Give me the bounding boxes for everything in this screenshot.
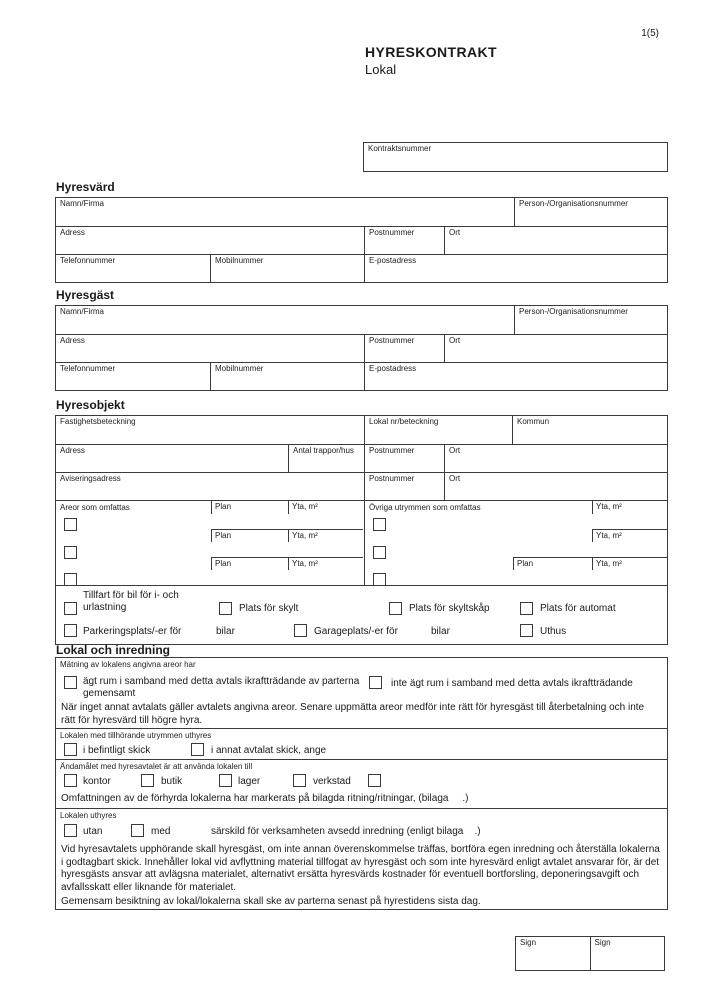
checkbox-workshop[interactable] [293, 774, 306, 787]
vending-option-label: Plats för automat [540, 603, 616, 614]
invoice-city-label: Ort [449, 474, 461, 483]
area-label: Yta, m² [292, 559, 318, 568]
tenant-postal-field[interactable] [364, 335, 444, 362]
checkbox-vending-machine[interactable] [520, 602, 533, 615]
tenant-row-2 [56, 334, 667, 362]
measurement-label: Mätning av lokalens angivna areor har [60, 660, 196, 669]
landlord-phone-label: Telefonnummer [60, 256, 116, 265]
signature-right-label: Sign [594, 938, 611, 947]
page-number: 1(5) [641, 28, 659, 39]
other-spaces-half [364, 501, 667, 585]
furnishing-label: Lokalen uthyres [60, 811, 117, 820]
sign-cabinet-option-label: Plats för skyltskåp [409, 603, 490, 614]
without-option-label: utan [83, 826, 103, 837]
landlord-city-label: Ort [449, 228, 461, 237]
checkbox-other-condition[interactable] [191, 743, 204, 756]
checkbox-not-measured[interactable] [369, 676, 382, 689]
other-condition-option-label: i annat avtalat skick, ange [211, 745, 327, 756]
signature-field-left[interactable] [516, 937, 590, 970]
signature-box [515, 936, 665, 971]
tenant-phone-field[interactable] [56, 363, 210, 390]
inspection-note: Gemensam besiktning av lokal/lokalerna skall ske av parterna senast på hyrestidens sista dag. [61, 896, 481, 907]
plan-label: Plan [517, 559, 534, 568]
tenant-name-field[interactable] [56, 306, 514, 334]
landlord-email-field[interactable] [364, 255, 667, 282]
areas-block [56, 500, 667, 585]
tenant-orgnr-field[interactable] [514, 306, 667, 334]
areas-included-label: Areor som omfattas [60, 503, 130, 512]
access-options-row [56, 585, 667, 619]
purpose-note: Omfattningen av de förhyrda lokalerna har markerats på bilagda ritning/ritningar, (bilaga .) [61, 793, 469, 804]
area-plan-field-1[interactable] [211, 501, 288, 514]
shop-option-label: butik [161, 776, 183, 787]
tenant-city-field[interactable] [444, 335, 667, 362]
premises-city-label: Ort [449, 446, 461, 455]
landlord-row-1 [56, 198, 667, 226]
purpose-label: Ändamålet med hyresavtalet är att använda lokalen till [60, 762, 253, 771]
area-label: Yta, m² [292, 502, 318, 511]
checkbox-area-1[interactable] [64, 518, 77, 531]
signature-field-right[interactable] [590, 937, 665, 970]
premises-address-label: Adress [60, 446, 85, 455]
furnishing-suffix-label: särskild för verksamheten avsedd inredning (enligt bilaga .) [211, 826, 481, 837]
property-designation-label: Fastighetsbeteckning [60, 417, 136, 426]
garage-count-suffix: bilar [431, 626, 450, 637]
checkbox-shed[interactable] [520, 624, 533, 637]
area-size-field-1[interactable] [288, 501, 363, 514]
checkbox-purpose-other[interactable] [368, 774, 381, 787]
area-plan-row-3 [211, 557, 363, 570]
invoice-address-label: Aviseringsadress [60, 474, 121, 483]
area-plan-field-2[interactable] [211, 530, 288, 542]
area-size-field-3[interactable] [288, 558, 363, 570]
other-space-row-2 [592, 529, 667, 542]
landlord-phone-field[interactable] [56, 255, 210, 282]
area-label: Yta, m² [596, 531, 622, 540]
area-label: Yta, m² [596, 502, 622, 511]
other-space-row-1 [592, 501, 667, 514]
checkbox-garage[interactable] [294, 624, 307, 637]
other-space-size-field-3[interactable] [592, 558, 667, 570]
invoice-address-field[interactable] [56, 473, 364, 500]
area-plan-row-1 [211, 501, 363, 514]
interior-box [55, 657, 668, 910]
measurement-note: När inget annat avtalats gäller avtalets angivna areor. Senare uppmätta areor medför inte rätt för hyresgäst till återbetalning och inte rätt för hyresvärd till högre hyra. [61, 702, 645, 726]
landlord-orgnr-label: Person-/Organisationsnummer [519, 199, 628, 208]
premises-city-field[interactable] [444, 445, 667, 472]
checkbox-area-2[interactable] [64, 546, 77, 559]
landlord-postal-field[interactable] [364, 227, 444, 254]
checkbox-warehouse[interactable] [219, 774, 232, 787]
checkbox-sign-space[interactable] [219, 602, 232, 615]
document-title: HYRESKONTRAKT [365, 44, 497, 60]
parking-options-row [56, 619, 667, 644]
parking-count-suffix: bilar [216, 626, 235, 637]
condition-label: Lokalen med tillhörande utrymmen uthyres [60, 731, 212, 740]
property-designation-field[interactable] [56, 416, 364, 444]
checkbox-measured[interactable] [64, 676, 77, 689]
invoice-city-field[interactable] [444, 473, 667, 500]
area-label: Yta, m² [292, 531, 318, 540]
measurement-part [56, 658, 667, 728]
signature-left-label: Sign [520, 938, 537, 947]
restoration-note: Vid hyresavtalets upphörande skall hyresgäst, om inte annan överenskommelse träffas, bortföra egen inredning och återställa lokalerna i godtagbart skick. Innehåller lokal vid avflyttning material tillfogat av hyresgäst och som inte hyresvärd enligt avtalet ansvarar för, är det hyresgästs ansvar att avlägsna materialet, alternativt ersätta hyresvärds kostnader för eventuell bortforsling, deponeringsavgift och avfallsskatt eller liknande för materialet. [61, 844, 660, 893]
purpose-part [56, 759, 667, 808]
landlord-heading: Hyresvärd [56, 180, 115, 194]
premises-row-3 [56, 472, 667, 500]
unit-number-field[interactable] [364, 416, 512, 444]
checkbox-without-furnishing[interactable] [64, 824, 77, 837]
checkbox-other-space-2[interactable] [373, 546, 386, 559]
premises-postal-label: Postnummer [369, 446, 415, 455]
workshop-option-label: verkstad [313, 776, 351, 787]
areas-included-half [56, 501, 364, 585]
floors-field[interactable] [288, 445, 364, 472]
landlord-city-field[interactable] [444, 227, 667, 254]
landlord-mobile-label: Mobilnummer [215, 256, 264, 265]
tenant-orgnr-label: Person-/Organisationsnummer [519, 307, 628, 316]
checkbox-parking[interactable] [64, 624, 77, 637]
landlord-row-3 [56, 254, 667, 282]
access-loading-option-label: Tillfart för bil för i- och urlastning [83, 590, 179, 613]
interior-heading: Lokal och inredning [56, 643, 171, 657]
other-space-size-field-1[interactable] [592, 501, 667, 514]
tenant-row-3 [56, 362, 667, 390]
tenant-row-1 [56, 306, 667, 334]
landlord-table [55, 197, 668, 283]
landlord-postal-label: Postnummer [369, 228, 415, 237]
tenant-city-label: Ort [449, 336, 461, 345]
landlord-orgnr-field[interactable] [514, 198, 667, 226]
other-space-plan-field[interactable] [513, 558, 592, 570]
plan-label: Plan [215, 531, 232, 540]
area-plan-field-3[interactable] [211, 558, 288, 570]
other-space-size-field-2[interactable] [592, 530, 667, 542]
plan-label: Plan [215, 502, 232, 511]
municipality-field[interactable] [512, 416, 667, 444]
area-label: Yta, m² [596, 559, 622, 568]
area-size-field-2[interactable] [288, 530, 363, 542]
tenant-name-label: Namn/Firma [60, 307, 105, 316]
checkbox-sign-cabinet[interactable] [389, 602, 402, 615]
landlord-name-label: Namn/Firma [60, 199, 105, 208]
with-option-label: med [151, 826, 171, 837]
tenant-table [55, 305, 668, 391]
tenant-mobile-field[interactable] [210, 363, 364, 390]
municipality-label: Kommun [517, 417, 550, 426]
document-subtitle: Lokal [365, 62, 397, 77]
document-title-block [365, 44, 497, 77]
landlord-address-label: Adress [60, 228, 85, 237]
premises-heading: Hyresobjekt [56, 398, 125, 412]
condition-part [56, 728, 667, 759]
tenant-address-label: Adress [60, 336, 85, 345]
contract-number-label: Kontraktsnummer [368, 144, 432, 153]
tenant-phone-label: Telefonnummer [60, 364, 116, 373]
tenant-address-field[interactable] [56, 335, 364, 362]
landlord-row-2 [56, 226, 667, 254]
landlord-name-field[interactable] [56, 198, 514, 226]
checkbox-office[interactable] [64, 774, 77, 787]
landlord-email-label: E-postadress [369, 256, 417, 265]
contract-number-field[interactable] [363, 142, 668, 172]
shed-option-label: Uthus [540, 626, 567, 637]
furnishing-part [56, 808, 667, 909]
measured-option-label: ägt rum i samband med detta avtals ikraftträdande av parterna gemensamt [83, 676, 360, 699]
invoice-postal-field[interactable] [364, 473, 444, 500]
tenant-heading: Hyresgäst [56, 288, 115, 302]
tenant-postal-label: Postnummer [369, 336, 415, 345]
checkbox-other-space-1[interactable] [373, 518, 386, 531]
office-option-label: kontor [83, 776, 111, 787]
floors-label: Antal trappor/hus [293, 446, 354, 455]
plan-label: Plan [215, 559, 232, 568]
checkbox-access-loading[interactable] [64, 602, 77, 615]
sign-space-option-label: Plats för skylt [239, 603, 299, 614]
premises-postal-field[interactable] [364, 445, 444, 472]
landlord-address-field[interactable] [56, 227, 364, 254]
premises-table [55, 415, 668, 645]
tenant-mobile-label: Mobilnummer [215, 364, 264, 373]
unit-number-label: Lokal nr/beteckning [369, 417, 439, 426]
checkbox-shop[interactable] [141, 774, 154, 787]
not-measured-option-label: inte ägt rum i samband med detta avtals ikraftträdande [391, 678, 633, 689]
premises-address-field[interactable] [56, 445, 288, 472]
landlord-mobile-field[interactable] [210, 255, 364, 282]
parking-option-label: Parkeringsplats/-er för [83, 626, 182, 637]
as-is-option-label: i befintligt skick [83, 745, 151, 756]
other-space-row-3 [513, 557, 667, 570]
checkbox-as-is[interactable] [64, 743, 77, 756]
premises-row-2 [56, 444, 667, 472]
area-plan-row-2 [211, 529, 363, 542]
tenant-email-label: E-postadress [369, 364, 417, 373]
checkbox-with-furnishing[interactable] [131, 824, 144, 837]
warehouse-option-label: lager [238, 776, 261, 787]
tenant-email-field[interactable] [364, 363, 667, 390]
other-spaces-label: Övriga utrymmen som omfattas [369, 503, 481, 512]
invoice-postal-label: Postnummer [369, 474, 415, 483]
premises-row-1 [56, 416, 667, 444]
garage-option-label: Garageplats/-er för [314, 626, 398, 637]
